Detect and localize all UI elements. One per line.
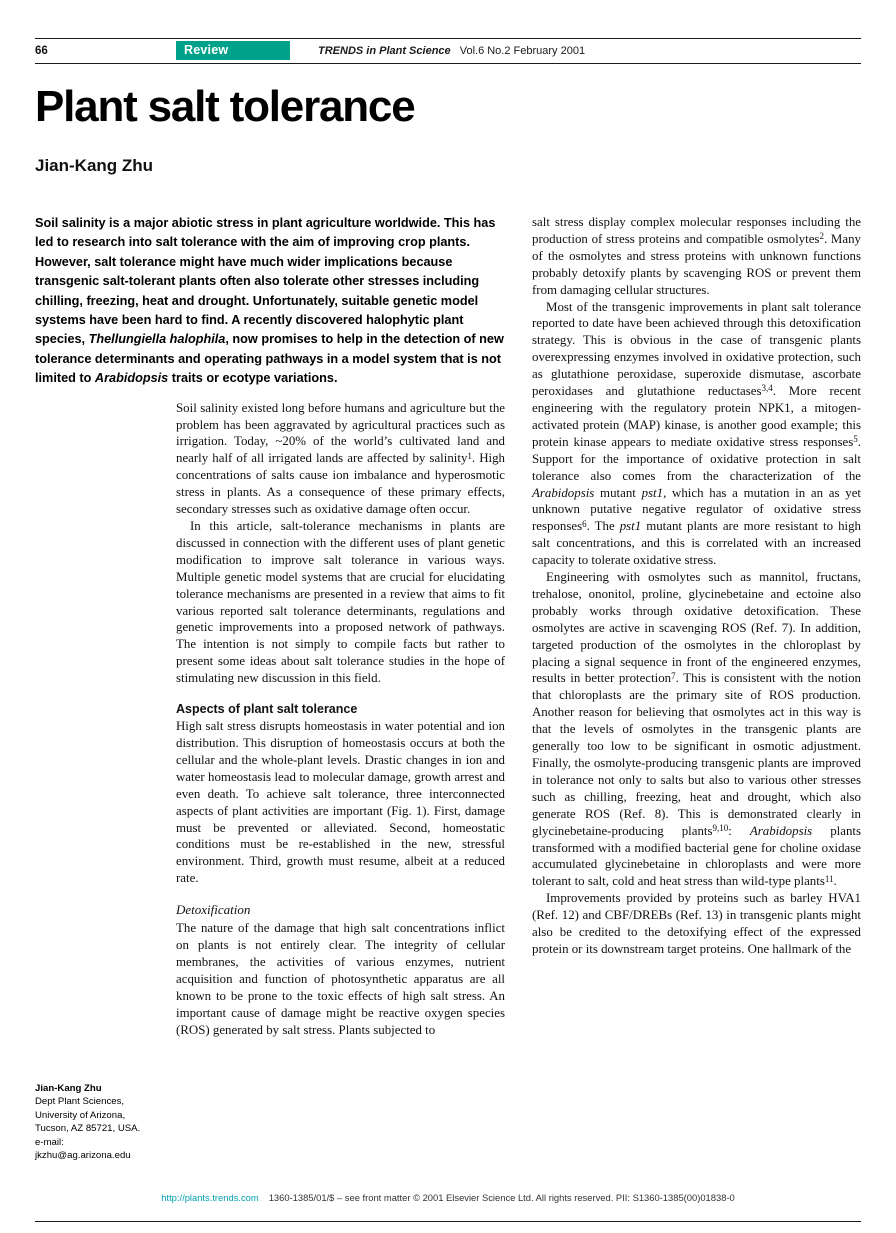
left-column xyxy=(35,214,505,1038)
header-rule xyxy=(35,63,861,64)
issue-info: Vol.6 No.2 February 2001 xyxy=(459,44,586,57)
right-column xyxy=(532,214,861,958)
author-address-line: e-mail: xyxy=(35,1136,64,1148)
page-number: 66 xyxy=(35,44,48,57)
review-section-badge: Review xyxy=(176,41,290,60)
top-rule xyxy=(35,38,861,39)
paragraph: Improvements provided by proteins such as barley HVA1 (Ref. 12) and CBF/DREBs (Ref. 13) in transgenic plants might also be credited to the detoxifying effect of the expressed protein or its downstream target proteins. One hallmark of the xyxy=(532,891,861,956)
left-column-text xyxy=(176,400,505,1039)
author-address xyxy=(35,1082,155,1162)
author-address-line: Tucson, AZ 85721, USA. xyxy=(35,1123,141,1135)
paragraph: salt stress display complex molecular responses including the production of stress proteins and compatible osmolytes$^2$. Many of the osmolytes and stress proteins with unknown functions probably detoxify plants by scavenging ROS or prevent them from damaging cellular structures. xyxy=(532,215,861,297)
article-title: Plant salt tolerance xyxy=(35,82,415,131)
subsection-heading: Detoxification xyxy=(176,902,251,918)
journal-title: TRENDS in Plant Science xyxy=(318,44,451,57)
footer-journal-link[interactable]: http://plants.trends.com xyxy=(161,1192,259,1203)
page-header xyxy=(35,40,861,61)
author-email: jkzhu@ag.arizona.edu xyxy=(35,1150,131,1162)
section-heading: Aspects of plant salt tolerance xyxy=(176,702,358,717)
paragraph: Most of the transgenic improvements in plant salt tolerance reported to date have been achieved through this detoxification strategy. This is obvious in the case of transgenic plants overexpressing enzymes involved in oxidative protection, such as glutathione peroxidase, superoxide dismutase, ascorbate peroxidases and glutathione reductases$^{3,4}$. More recent engineering with the regulatory protein NPK1, a mitogen-activated protein (MAP) kinase, is another good example; this protein kinase appears to mediate oxidative stress responses$^5$. Support for the importance of oxidative protection in salt tolerance also comes from the characterization of the Arabidopsis mutant pst1, which has a mutation in an as yet unknown putative negative regulator of oxidative stress responses$^6$. The pst1 mutant plants are more resistant to high salt concentrations, and this is correlated with an increased capacity to tolerate oxidative stress. xyxy=(532,299,861,568)
footer-copyright: 1360-1385/01/$ – see front matter © 2001 Elsevier Science Ltd. All rights reserved. PII: S1360-1385(00)01838-0 xyxy=(268,1192,735,1203)
author-address-line: University of Arizona, xyxy=(35,1109,126,1121)
abstract: Soil salinity is a major abiotic stress in plant agriculture worldwide. This has led to research into salt tolerance with the aim of improving crop plants. However, salt tolerance might have much wider implications because transgenic salt-tolerant plants often also tolerate other stresses including chilling, freezing, heat and drought. Unfortunately, suitable genetic model systems have been hard to find. A recently discovered halophytic plant species, Thellungiella halophila, now promises to help in the detection of new tolerance determinants and operating pathways in a model system that is not limited to Arabidopsis traits or ecotype variations. xyxy=(35,216,504,386)
author-name: Jian-Kang Zhu xyxy=(35,156,154,175)
paragraph: Engineering with osmolytes such as mannitol, fructans, trehalose, ononitol, proline, glycinebetaine and ectoine also probably works through oxidative detoxification. These osmolytes are active in scavenging ROS (Ref. 7). In addition, targeted production of the osmolytes in the chloroplast by placing a signal sequence in front of the engineered enzymes, results in better protection$^7$. This is consistent with the notion that chloroplasts are the primary site of ROS production. Another reason for believing that osmolytes act in this way is that the levels of osmolytes in the transgenic plants are generally too low to be significant in osmotic adjustment. Finally, the osmolyte-producing transgenic plants are improved in tolerance not only to salts but also to various other stresses such as chilling, freezing, heat and drought, which also generate ROS (Ref. 8). This is demonstrated clearly in glycinebetaine-producing plants$^{9,10}$: Arabidopsis plants transformed with a modified bacterial gene for choline oxidase accumulated glycinebetaine in chloroplasts and were more tolerant to salt, cold and heat stress than wild-type plants$^{11}$. xyxy=(532,570,862,889)
journal-header xyxy=(318,45,585,57)
paragraph: High salt stress disrupts homeostasis in water potential and ion distribution. This disruption of homeostasis occurs at both the cellular and the whole-plant levels. Drastic changes in ion and water homeostasis lead to molecular damage, growth arrest and even death. To achieve salt tolerance, three interconnected aspects of plant activities are important (Fig. 1). First, damage must be prevented or alleviated. Second, homeostatic conditions must be re-established in the new, stressful environment. Third, growth must resume, albeit at a reduced rate. xyxy=(176,719,505,886)
footer xyxy=(0,1192,896,1203)
paragraph: The nature of the damage that high salt concentrations inflict on plants is not entirely clear. The integrity of cellular membranes, the activities of various enzymes, nutrient acquisition and function of photosynthetic apparatus are all known to be prone to the toxic effects of high salt stress. An important cause of damage might be reactive oxygen species (ROS) generated by salt stress. Plants subjected to xyxy=(176,921,505,1037)
author-address-line: Dept Plant Sciences, xyxy=(35,1096,125,1108)
article-body xyxy=(35,214,861,1038)
paragraph: In this article, salt-tolerance mechanisms in plants are discussed in connection with the different uses of plant genetic modification to improve salt tolerance in various ways. Multiple genetic model systems that are crucial for elucidating tolerance mechanisms are presented in a review that aims to fit various reported salt tolerance determinants, regulations and genetic improvements into a proposed network of pathways. The intention is not simply to compile facts but rather to present some ideas about salt tolerance studies in the hope of stimulating new discussion in this field. xyxy=(176,519,505,686)
bottom-rule xyxy=(35,1221,861,1222)
author-address-name: Jian-Kang Zhu xyxy=(35,1083,102,1094)
paragraph: Soil salinity existed long before humans and agriculture but the problem has been aggravated by agricultural practices such as irrigation. Today, ~20% of the world’s cultivated land and nearly half of all irrigated lands are affected by salinity$^1$. High concentrations of salts cause ion imbalance and hyperosmotic stress in plants. As a consequence of these primary effects, secondary stresses such as oxidative damage often occur. xyxy=(176,400,505,517)
